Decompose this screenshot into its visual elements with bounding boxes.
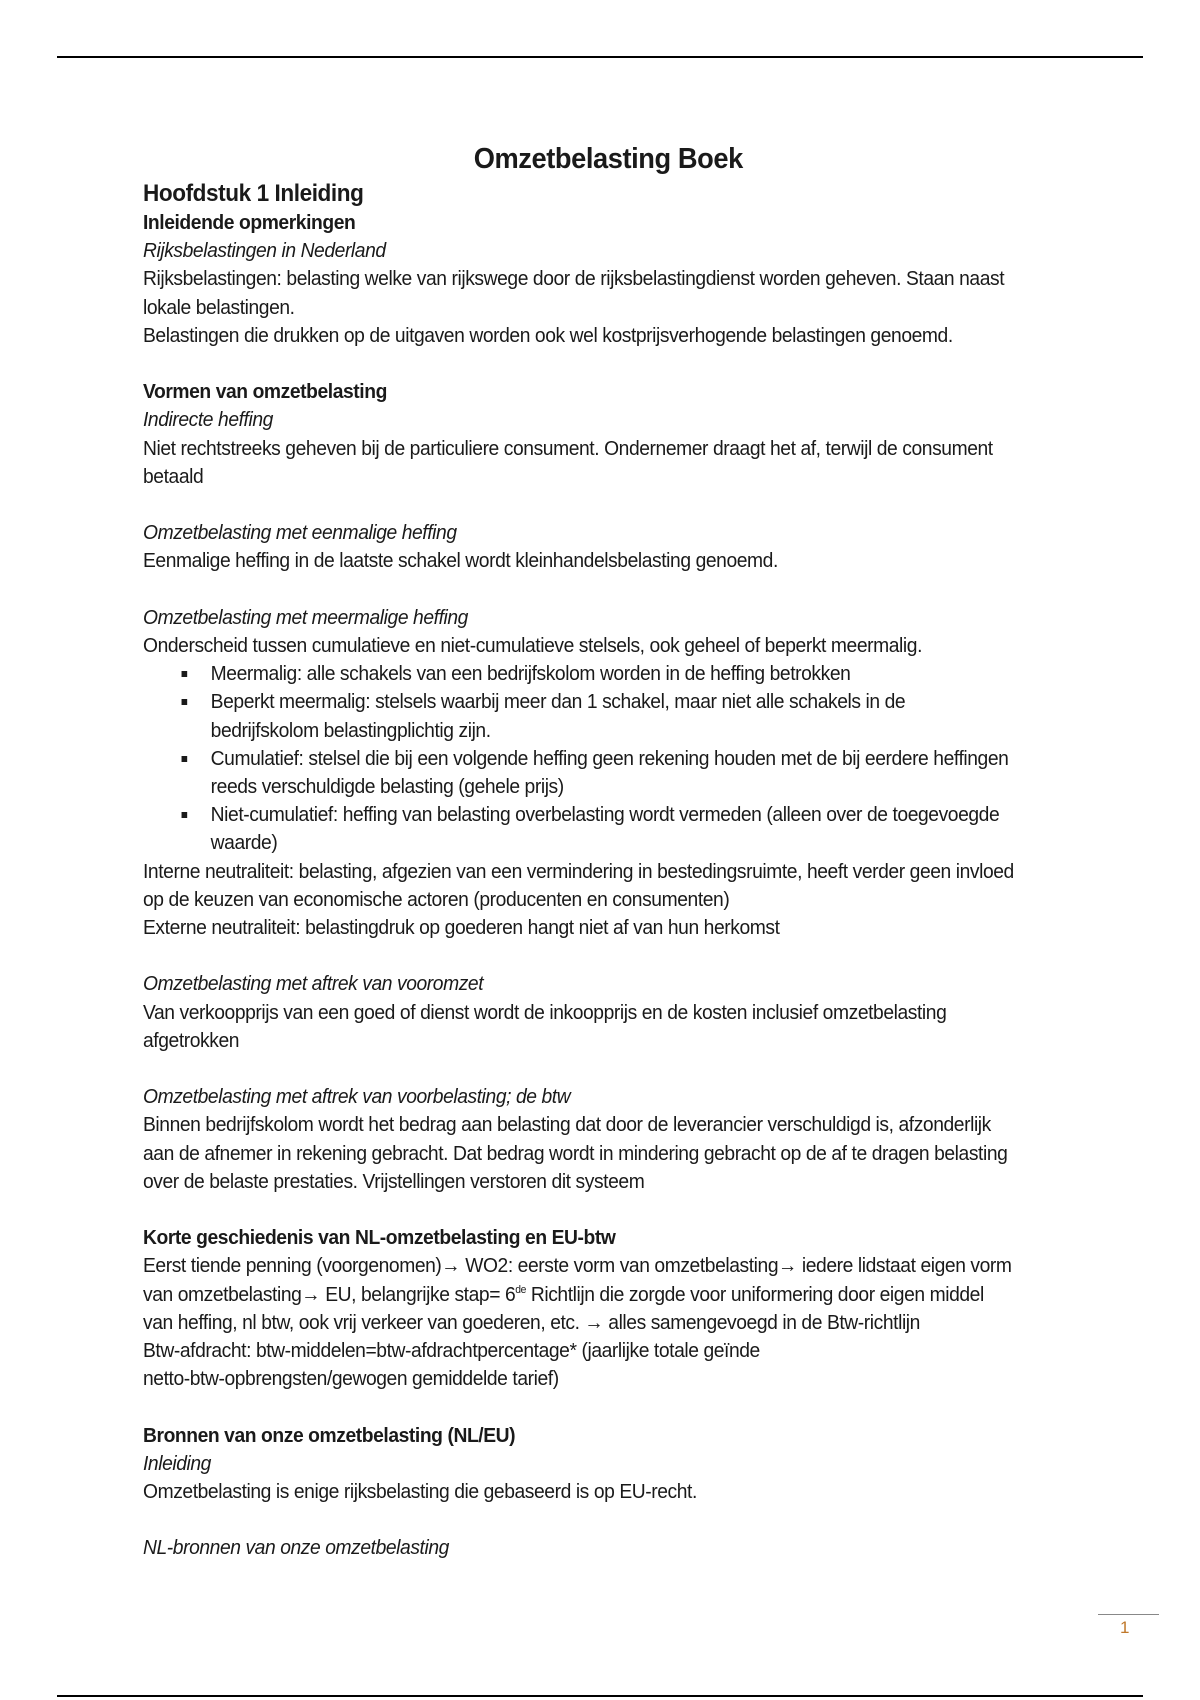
paragraph: Belastingen die drukken op de uitgaven worden ook wel kostprijsverhogende belastingen genoemd.: [143, 323, 953, 347]
footer-bottom-rule: [57, 1695, 1143, 1697]
bullet-icon: [182, 671, 188, 677]
paragraph: Omzetbelasting is enige rijksbelasting die gebaseerd is op EU-recht.: [143, 1480, 697, 1504]
subheading: Omzetbelasting met eenmalige heffing: [143, 521, 457, 545]
paragraph: Interne neutraliteit: belasting, afgezien van een vermindering in bestedingsruimte, heeft verder geen invloed op de keuzen van economische actoren (producenten en consumenten): [143, 859, 1014, 911]
document-body: [143, 139, 1017, 1563]
chapter-heading: Hoofdstuk 1 Inleiding: [143, 180, 364, 207]
bullet-icon: [182, 756, 188, 762]
page-number: 1: [1120, 1618, 1130, 1637]
section-heading-vormen: Vormen van omzetbelasting: [143, 380, 387, 404]
superscript: de: [515, 1283, 526, 1296]
subheading: Rijksbelastingen in Nederland: [143, 239, 386, 263]
list-item-text: Cumulatief: stelsel die bij een volgende heffing geen rekening houden met de bij eerdere heffingen reeds verschuldigde belasting (gehele prijs): [210, 746, 1009, 799]
bullet-icon: [182, 699, 188, 705]
paragraph: Binnen bedrijfskolom wordt het bedrag aan belasting dat door de leverancier verschuldigd is, afzonderlijk aan de afnemer in rekening gebracht. Dat bedrag wordt in mindering gebracht op de af te dragen belasting over de belaste prestaties. Vrijstellingen verstoren dit systeem: [143, 1113, 1008, 1193]
paragraph: Rijksbelastingen: belasting welke van rijkswege door de rijksbelastingdienst worden geheven. Staan naast lokale belastingen.: [143, 267, 1005, 319]
footer-rule: [1098, 1614, 1159, 1615]
paragraph: Btw-afdracht: btw-middelen=btw-afdrachtpercentage* (jaarlijke totale geïnde netto-btw-opbrengsten/gewogen gemiddelde tarief): [143, 1339, 760, 1391]
list-item: [211, 688, 1018, 744]
section-heading-geschiedenis: Korte geschiedenis van NL-omzetbelasting en EU-btw: [143, 1226, 616, 1250]
subheading: Omzetbelasting met meermalige heffing: [143, 605, 468, 629]
history-text-part2: Richtlijn die zorgde voor uniformering door eigen middel van heffing, nl btw, ook vrij verkeer van goederen, etc. → alles samengevoegd in de Btw-richtlijn: [143, 1282, 984, 1334]
list-item: [211, 660, 1018, 688]
paragraph: Van verkoopprijs van een goed of dienst wordt de inkoopprijs en de kosten inclusief omzetbelasting afgetrokken: [143, 1000, 947, 1052]
list-item-text: Beperkt meermalig: stelsels waarbij meer dan 1 schakel, maar niet alle schakels in de bedrijfskolom belastingplichtig zijn.: [210, 690, 906, 742]
paragraph: Externe neutraliteit: belastingdruk op goederen hangt niet af van hun herkomst: [143, 916, 780, 940]
paragraph: [143, 1252, 1017, 1337]
list-item: [211, 745, 1018, 801]
section-heading-bronnen: Bronnen van onze omzetbelasting (NL/EU): [143, 1423, 516, 1447]
subheading: Indirecte heffing: [143, 408, 273, 432]
list-item-text: Niet-cumulatief: heffing van belasting overbelasting wordt vermeden (alleen over de toegevoegde waarde): [210, 803, 1000, 855]
bullet-list: [143, 660, 1017, 857]
subheading: Omzetbelasting met aftrek van voorbelasting; de btw: [143, 1085, 571, 1109]
paragraph: Onderscheid tussen cumulatieve en niet-cumulatieve stelsels, ook geheel of beperkt meermalig.: [143, 634, 923, 657]
history-text-part1: Eerst tiende penning (voorgenomen)→ WO2: eerste vorm van omzetbelasting→ iedere lidstaat eigen vorm van omzetbelasting→ EU, belangrijke stap= 6: [143, 1254, 1012, 1306]
subheading: Omzetbelasting met aftrek van vooromzet: [143, 972, 484, 996]
paragraph: Eenmalige heffing in de laatste schakel wordt kleinhandelsbelasting genoemd.: [143, 549, 778, 573]
subheading: NL-bronnen van onze omzetbelasting: [143, 1536, 449, 1560]
document-title: Omzetbelasting Boek: [473, 143, 743, 175]
section-heading-inleidende: Inleidende opmerkingen: [143, 211, 356, 234]
bullet-icon: [182, 812, 188, 818]
list-item-text: Meermalig: alle schakels van een bedrijfskolom worden in de heffing betrokken: [210, 662, 851, 686]
list-item: [211, 801, 1018, 857]
subheading: Inleiding: [143, 1451, 211, 1475]
paragraph: Niet rechtstreeks geheven bij de particuliere consument. Ondernemer draagt het af, terwijl de consument betaald: [143, 436, 993, 488]
header-rule: [57, 56, 1143, 58]
